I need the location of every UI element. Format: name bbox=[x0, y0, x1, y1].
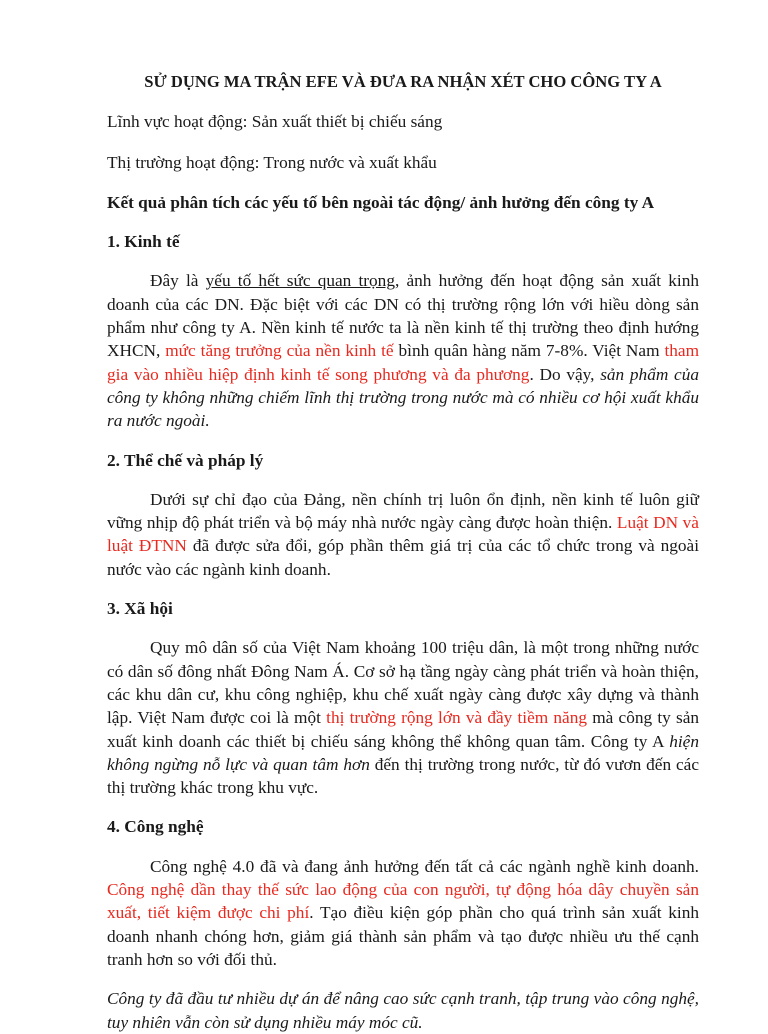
section-heading-legal: 2. Thể chế và pháp lý bbox=[107, 450, 264, 470]
text-run: Dưới sự chỉ đạo của Đảng, nền chính trị luôn ổn định, nền kinh tế luôn giữ vững nhịp độ phát triển và bộ máy nhà nước ngày càng được hoàn thiện. bbox=[107, 489, 699, 533]
text-run: Công nghệ 4.0 đã và đang ảnh hưởng đến tất cả các ngành nghề kinh doanh. bbox=[150, 856, 699, 876]
highlighted-text: Luật DN và luật ĐTNN bbox=[107, 513, 699, 556]
highlighted-text: mức tăng trưởng của nền kinh tế bbox=[165, 341, 394, 361]
document-page bbox=[107, 58, 699, 1034]
field-line: Lĩnh vực hoạt động: Sản xuất thiết bị chiếu sáng bbox=[107, 112, 443, 132]
paragraph-economy bbox=[107, 269, 699, 432]
text-run: mà công ty sản xuất kinh doanh các thiết bị chiếu sáng không thể không quan tâm. Công ty A bbox=[107, 708, 700, 751]
paragraph-technology-note: Công ty đã đầu tư nhiều dự án để nâng cao sức cạnh tranh, tập trung vào công nghệ, tuy nhiên vẫn còn sử dụng nhiều máy móc cũ. bbox=[107, 989, 699, 1032]
paragraph-legal bbox=[107, 488, 699, 581]
text-run: . Tạo điều kiện góp phần cho quá trình sản xuất kinh doanh nhanh chóng hơn, giảm giá thành sản phẩm và tạo được nhiều ưu thế cạnh tranh hơn so với đối thủ. bbox=[107, 903, 699, 969]
document-title: SỬ DỤNG MA TRẬN EFE VÀ ĐƯA RA NHẬN XÉT CHO CÔNG TY A bbox=[144, 72, 662, 91]
text-run: đến thị trường trong nước, từ đó vươn đến các thị trường khác trong khu vực. bbox=[107, 754, 699, 798]
text-run: . Do vậy, bbox=[529, 364, 601, 384]
section-heading-technology: 4. Công nghệ bbox=[107, 817, 204, 837]
paragraph-technology bbox=[107, 855, 699, 971]
section-heading-economy: 1. Kinh tế bbox=[107, 232, 180, 252]
market-line: Thị trường hoạt động: Trong nước và xuất khẩu bbox=[107, 152, 437, 172]
text-run: Quy mô dân số của Việt Nam khoảng 100 triệu dân, là một trong những nước có dân số đông nhất Đông Nam Á. Cơ sở hạ tầng ngày càng phát triển và hoàn thiện, các khu dân cư, khu công nghiệp, khu chế xuất ngày càng được xây dựng và thành lập. Việt Nam được coi là một bbox=[107, 638, 699, 728]
text-run: đã được sửa đổi, góp phần thêm giá trị của các tổ chức trong và ngoài nước vào các ngành kinh doanh. bbox=[107, 536, 699, 579]
text-run: , ảnh hưởng đến hoạt động sản xuất kinh doanh của các DN. Đặc biệt với các DN có thị trường rộng lớn với hiều dòng sản phẩm như công ty A. Nền kinh tế nước ta là nền kinh tế thị trường theo định hướng XHCN, bbox=[107, 271, 699, 361]
text-run: bình quân hàng năm 7-8%. Việt Nam bbox=[393, 341, 665, 361]
highlighted-text: tham gia vào nhiều hiệp định kinh tế song phương và đa phương bbox=[107, 341, 700, 384]
text-run: Đây là bbox=[150, 271, 206, 291]
underlined-text: yếu tố hết sức quan trọng bbox=[205, 271, 395, 291]
italic-text: hiện không ngừng nỗ lực và quan tâm hơn bbox=[107, 731, 699, 774]
result-heading: Kết quả phân tích các yếu tố bên ngoài tác động/ ảnh hưởng đến công ty A bbox=[107, 192, 655, 212]
highlighted-text: thị trường rộng lớn và đầy tiềm năng bbox=[326, 708, 588, 728]
section-heading-society: 3. Xã hội bbox=[107, 599, 173, 619]
highlighted-text: Công nghệ dần thay thế sức lao động của con người, tự động hóa dây chuyền sản xuất, tiết kiệm được chi phí bbox=[107, 880, 699, 923]
italic-text: sản phẩm của công ty không những chiếm lĩnh thị trường trong nước mà có nhiều cơ hội xuất khẩu ra nước ngoài. bbox=[107, 364, 699, 431]
paragraph-society bbox=[107, 636, 699, 799]
